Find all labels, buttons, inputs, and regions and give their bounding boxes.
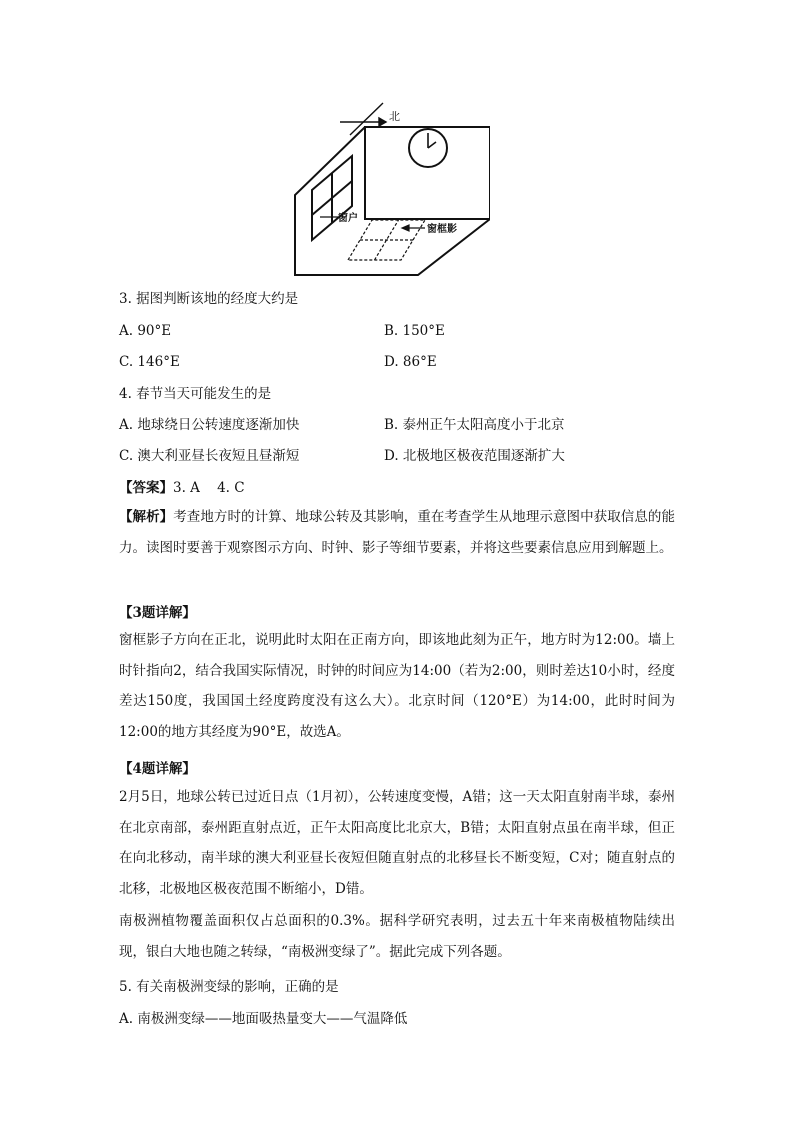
detail4-text: 2月5日，地球公转已过近日点（1月初），公转速度变慢，A错；这一天太阳直射南半球，泰州在北京南部，泰州距直射点近，正午太阳高度比北京大，B错；太阳直射点虽在南半球，但正在向北移动，南半球的澳大利亚昼长夜短但随直射点的北移昼长不断变短，C对；随直射点的北移，北极地区极夜范围不断缩小，D错。 [119, 789, 675, 897]
q4-option-c: C. 澳大利亚昼长夜短且昼渐短 [119, 448, 300, 464]
room-diagram-svg [290, 100, 490, 280]
q4-option-d: D. 北极地区极夜范围逐渐扩大 [384, 448, 565, 464]
answer-text: 3. A 4. C [173, 480, 245, 496]
clock-icon [409, 129, 447, 167]
q4-option-a: A. 地球绕日公转速度逐渐加快 [119, 417, 300, 433]
room-diagram [290, 100, 490, 280]
detail4-heading: 【4题详解】 [119, 761, 196, 777]
detail3-text: 窗框影子方向在正北，说明此时太阳在正南方向，即该地此刻为正午，地方时为12:00。墙上时针指向2，结合我国实际情况，时钟的时间应为14:00（若为2:00，则时差达10小时，经度差达150度，我国国土经度跨度没有这么大）。北京时间（120°E）为14:00，此时时间为12:00的地方其经度为90°E，故选A。 [119, 632, 675, 740]
analysis-label: 【解析】 [119, 509, 174, 525]
q5-stem: 5. 有关南极洲变绿的影响，正确的是 [119, 979, 339, 995]
q3-stem: 3. 据图判断该地的经度大约是 [119, 291, 299, 307]
analysis-text: 考查地方时的计算、地球公转及其影响，重在考查学生从地理示意图中获取信息的能力。读图时要善于观察图示方向、时钟、影子等细节要素，并将这些要素信息应用到解题上。 [119, 509, 675, 556]
q3-option-d: D. 86°E [384, 354, 437, 370]
q3-option-c: C. 146°E [119, 354, 180, 370]
passage-text: 南极洲植物覆盖面积仅占总面积的0.3%。据科学研究表明，过去五十年来南极植物陆续出现，银白大地也随之转绿，“南极洲变绿了”。据此完成下列各题。 [119, 913, 675, 960]
answer-line [119, 479, 245, 497]
window-shadow [348, 220, 425, 260]
q3-option-a: A. 90°E [119, 323, 172, 339]
q4-option-b: B. 泰州正午太阳高度小于北京 [384, 417, 565, 433]
window-label: 窗户 [338, 213, 358, 224]
shadow-label: 窗框影 [427, 224, 457, 235]
north-label: 北 [389, 110, 400, 123]
answer-label: 【答案】 [119, 480, 173, 496]
q4-stem: 4. 春节当天可能发生的是 [119, 386, 272, 402]
q5-option-a: A. 南极洲变绿——地面吸热量变大——气温降低 [119, 1011, 408, 1027]
window-icon [312, 156, 352, 240]
analysis-paragraph [119, 502, 675, 563]
detail3-heading: 【3题详解】 [119, 605, 196, 621]
q3-option-b: B. 150°E [384, 323, 445, 339]
room-outline [295, 127, 490, 275]
